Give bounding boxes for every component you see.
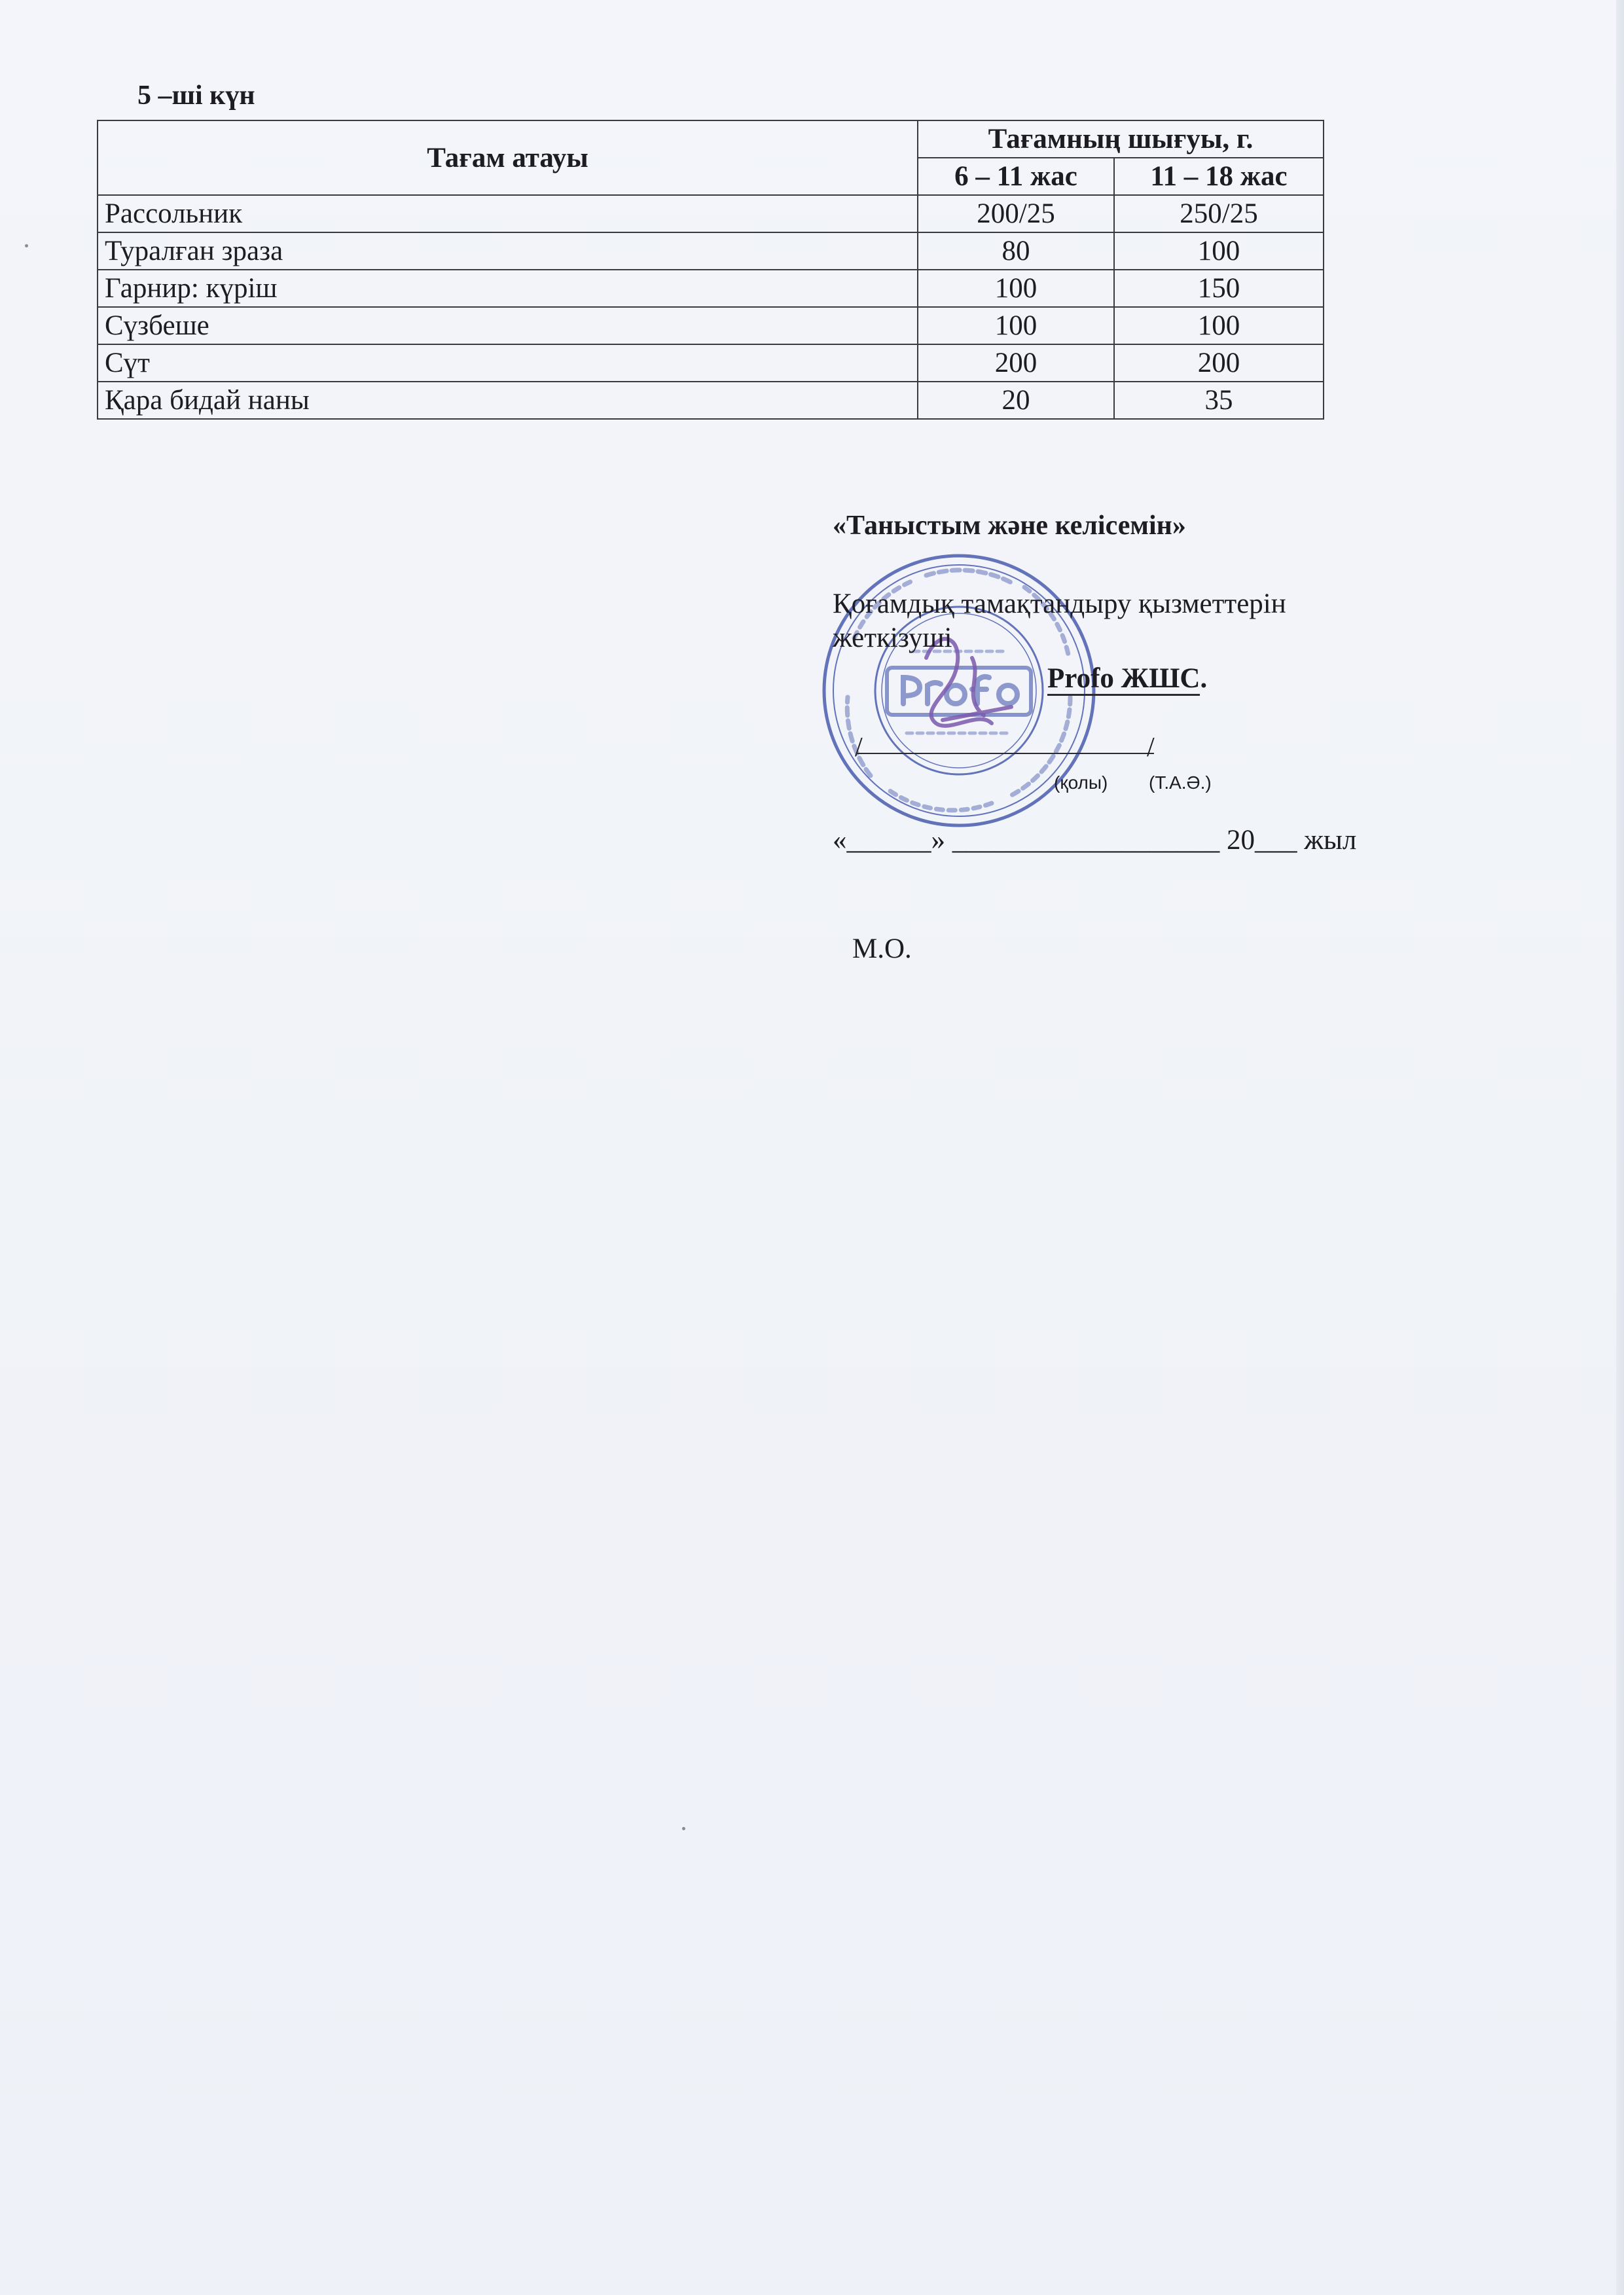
signature-slash-left: / (855, 732, 863, 763)
portion-11-18: 100 (1114, 232, 1324, 270)
scan-speck (682, 1827, 685, 1830)
dish-name: Қара бидай наны (98, 382, 918, 419)
dish-name: Сүт (98, 344, 918, 382)
page-edge-shadow (1616, 0, 1624, 2295)
table-row (98, 344, 1324, 382)
dish-name: Рассольник (98, 195, 918, 232)
header-dish-name: Тағам атауы (98, 120, 918, 195)
portion-6-11: 100 (918, 307, 1114, 344)
company-name: Profo ЖШС (1047, 663, 1200, 696)
portion-11-18: 100 (1114, 307, 1324, 344)
portion-11-18: 250/25 (1114, 195, 1324, 232)
portion-6-11: 100 (918, 270, 1114, 307)
approval-title: «Таныстым және келісемін» (833, 511, 1186, 541)
company-name-line (1047, 664, 1207, 693)
signature-slash-right: / (1147, 732, 1155, 763)
portion-6-11: 80 (918, 232, 1114, 270)
supplier-label: Қоғамдық тамақтандыру қызметтерін жеткізуші (833, 588, 1286, 653)
name-caption: (Т.А.Ә.) (1149, 772, 1212, 793)
menu-table (97, 120, 1324, 420)
scan-speck (25, 244, 28, 247)
dish-name: Сүзбеше (98, 307, 918, 344)
date-line: «______» ___________________ 20___ жыл (833, 825, 1357, 856)
table-row (98, 232, 1324, 270)
portion-11-18: 35 (1114, 382, 1324, 419)
portion-6-11: 20 (918, 382, 1114, 419)
day-title: 5 –ші күн (137, 81, 255, 111)
company-suffix: . (1200, 663, 1208, 694)
dish-name: Туралған зраза (98, 232, 918, 270)
signature-line (856, 753, 1154, 754)
table-row (98, 270, 1324, 307)
portion-11-18: 200 (1114, 344, 1324, 382)
portion-6-11: 200 (918, 344, 1114, 382)
table-row (98, 382, 1324, 419)
table-row (98, 195, 1324, 232)
signature-caption: (қолы) (1054, 772, 1108, 793)
seal-label: М.О. (852, 933, 912, 964)
table-row (98, 307, 1324, 344)
header-output: Тағамның шығуы, г. (918, 120, 1324, 158)
header-age-6-11: 6 – 11 жас (918, 158, 1114, 195)
portion-6-11: 200/25 (918, 195, 1114, 232)
dish-name: Гарнир: күріш (98, 270, 918, 307)
header-age-11-18: 11 – 18 жас (1114, 158, 1324, 195)
portion-11-18: 150 (1114, 270, 1324, 307)
